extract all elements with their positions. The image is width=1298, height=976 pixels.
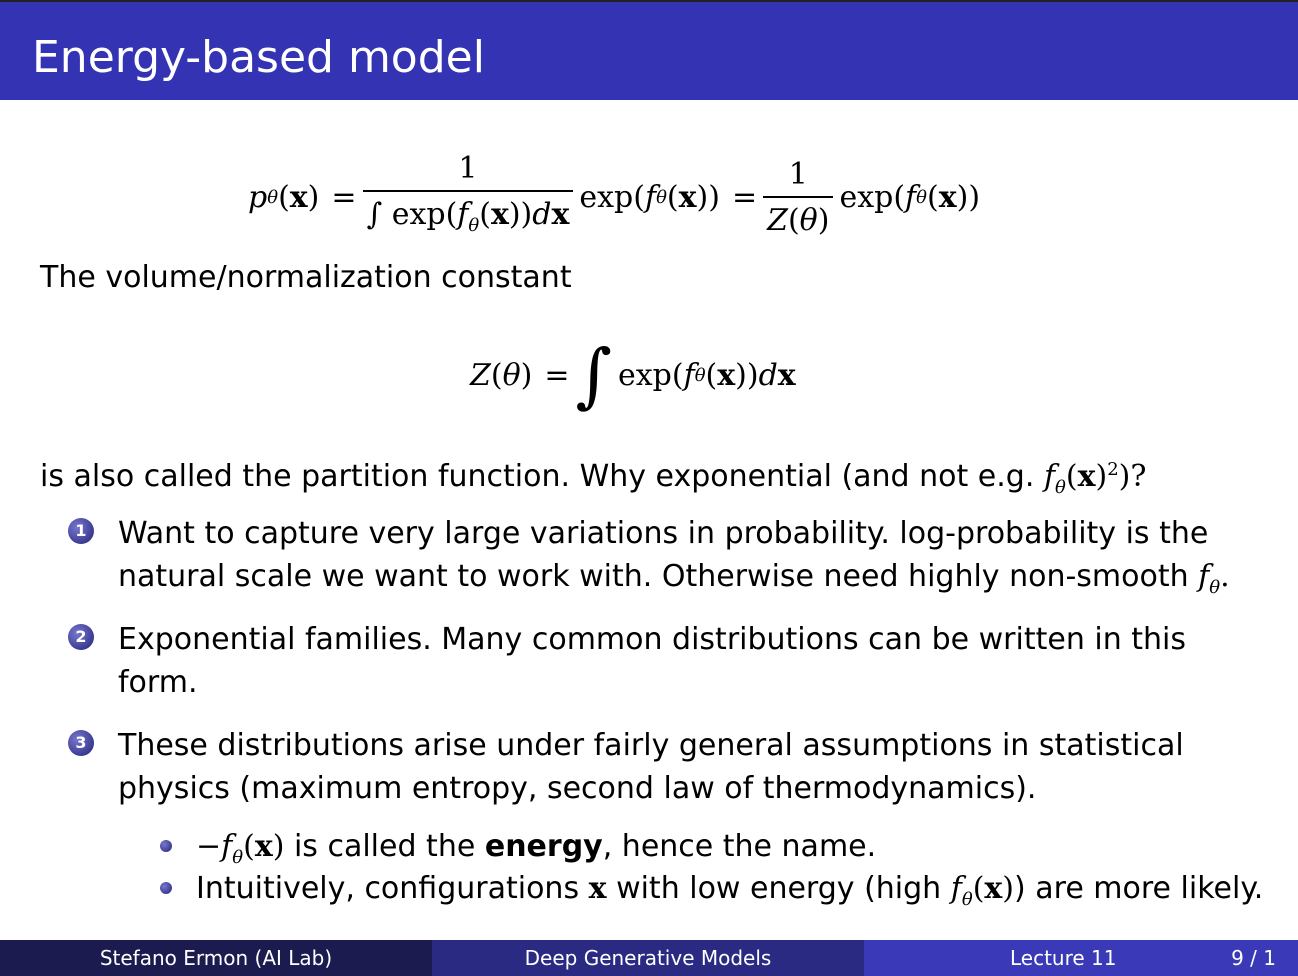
item-text: These distributions arise under fairly general assumptions in statistical physics (maximum entropy, second law of thermodynamics).	[118, 728, 1184, 806]
neg-f-theta-term: $-f_\theta(x)$	[196, 829, 285, 868]
item-number-badge: 1	[68, 518, 94, 544]
bullet-text: Intuitively, configurations	[196, 871, 580, 906]
bullet-dot-icon	[160, 882, 172, 894]
footer-page-number: 9 / 1	[1231, 946, 1276, 970]
footer-right	[864, 940, 1298, 976]
item-number-badge: 3	[68, 730, 94, 756]
bullet-text: ) are more likely.	[1014, 871, 1264, 906]
density-equation: p θ ( x ) = $\frac{1}{\int \exp(f_\theta(x))dx}$ exp( f θ ( x )) = $\frac{1}{Z(\theta)}$ exp( f θ ( x ))	[248, 150, 980, 245]
partition-text	[40, 450, 1146, 508]
item-text-label: Want to capture very large variations in probability. log-probability is the natural scale we want to work with. Otherwise need highly non-smooth	[118, 516, 1209, 594]
squared-term: $f_\theta(x)^2$)?	[1043, 459, 1147, 498]
footer	[0, 940, 1298, 976]
partition-text-label: is also called the partition function. Why exponential (and not e.g.	[40, 459, 1035, 494]
footer-author: Stefano Ermon (AI Lab)	[0, 940, 432, 976]
partition-equation: Z ( θ ) = ∫ exp( f θ ( x )) d x	[470, 334, 796, 416]
f-theta-term: $f_\theta$.	[1198, 559, 1230, 598]
x-symbol: x	[588, 871, 607, 906]
title-bar	[0, 0, 1298, 100]
f-theta-x-term: $f_\theta(x)$	[950, 871, 1015, 910]
footer-lecture: Lecture 11	[1010, 946, 1117, 970]
item-number-badge: 2	[68, 624, 94, 650]
bullet-text: with low energy (high	[616, 871, 942, 906]
item-text: Exponential families. Many common distributions can be written in this form.	[118, 622, 1187, 700]
bullet-dot-icon	[160, 840, 172, 852]
item-text	[118, 512, 1258, 609]
slide-title: Energy-based model	[32, 32, 485, 83]
bullet-bold-word: energy	[484, 829, 603, 864]
bullet-text: , hence the name.	[602, 829, 877, 864]
intro-text: The volume/normalization constant	[40, 260, 572, 295]
footer-course: Deep Generative Models	[432, 940, 864, 976]
bullet-text: is called the	[293, 829, 476, 864]
